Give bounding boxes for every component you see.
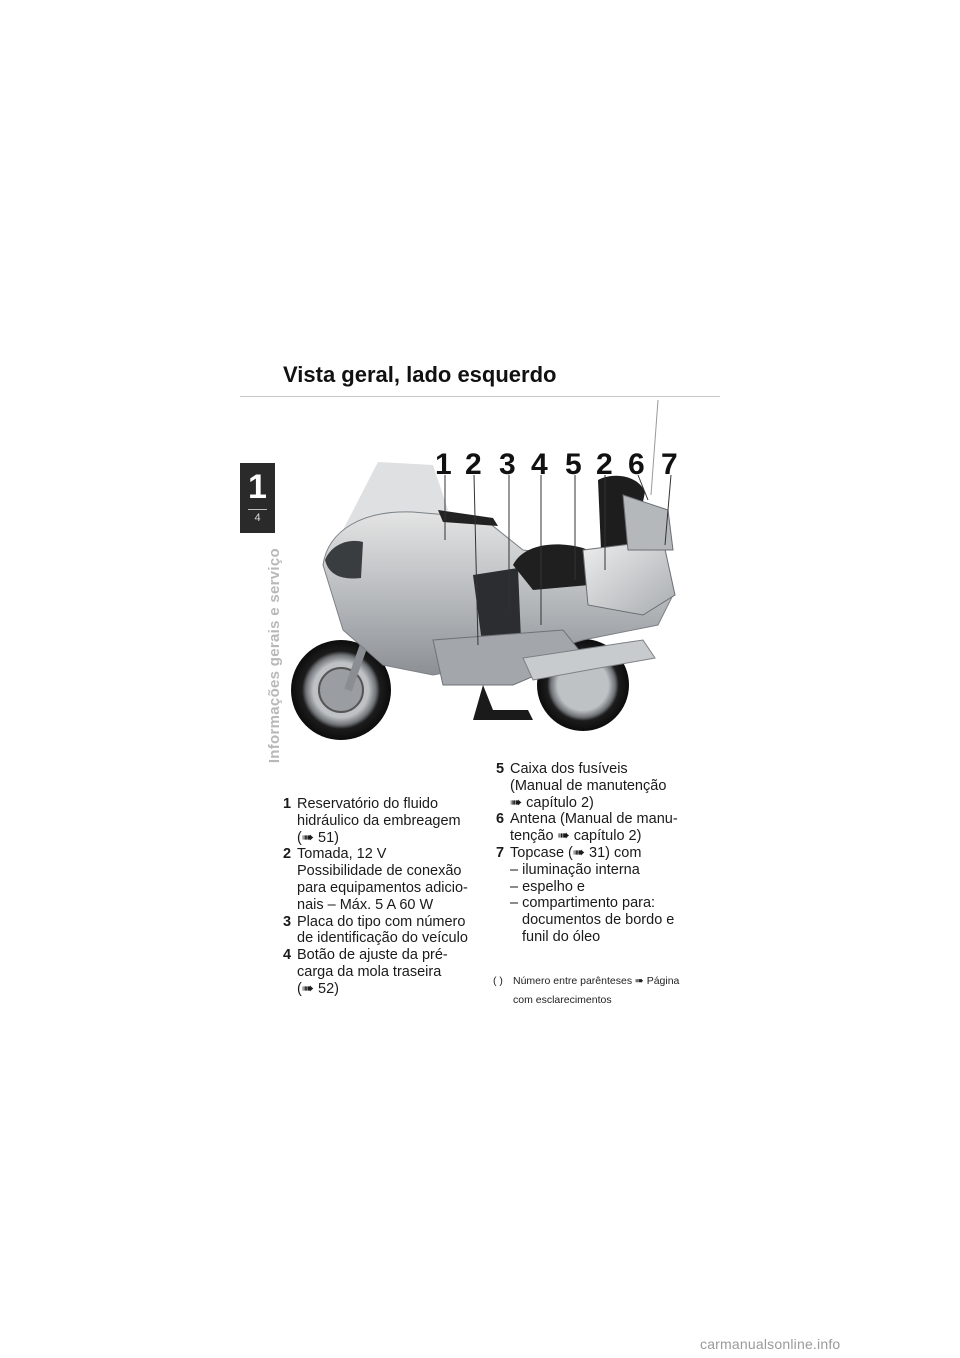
center-stand — [473, 685, 533, 720]
item-line: Tomada, 12 V — [297, 846, 387, 863]
item-line: de identificação do veículo — [297, 930, 468, 947]
legend-list-left — [283, 796, 488, 998]
antenna — [651, 400, 658, 495]
item-line: (Manual de manutenção — [510, 777, 667, 794]
item-body — [297, 846, 488, 913]
item-line: Botão de ajuste da pré- — [297, 947, 448, 964]
item-number: 6 — [496, 811, 505, 828]
item-line: (➠ 51) — [297, 829, 339, 846]
legend-item — [283, 846, 488, 913]
callout-5: 5 — [565, 448, 582, 481]
item-line: nais – Máx. 5 A 60 W — [297, 896, 434, 913]
item-line: funil do óleo — [522, 928, 601, 945]
legend-item — [496, 811, 716, 845]
item-line: Topcase (➠ 31) com — [510, 844, 642, 861]
item-line: para equipamentos adicio- — [297, 879, 468, 896]
footnote-symbol: ( ) — [493, 975, 503, 987]
footnote — [493, 972, 723, 1010]
item-line: Possibilidade de conexão — [297, 863, 462, 880]
item-number: 1 — [283, 796, 292, 812]
item-number: 2 — [283, 846, 292, 863]
callout-6: 6 — [628, 448, 645, 481]
callout-2: 2 — [465, 448, 482, 481]
callout-numbers — [435, 448, 678, 481]
item-number: 7 — [496, 844, 505, 861]
pannier — [583, 540, 675, 615]
chapter-divider — [248, 509, 267, 510]
callout-2b: 2 — [596, 448, 613, 481]
item-number: 4 — [283, 947, 292, 964]
footnote-row — [493, 972, 723, 1010]
item-body — [510, 761, 716, 811]
item-line: – espelho e — [510, 878, 585, 895]
item-body — [297, 796, 488, 846]
page-number: 4 — [254, 512, 261, 524]
item-line: hidráulico da embreagem — [297, 812, 461, 829]
callout-7: 7 — [661, 448, 678, 481]
item-line: Reservatório do fluido — [297, 796, 439, 812]
item-line: documentos de bordo e — [522, 912, 675, 929]
chapter-tab — [240, 463, 275, 533]
item-body — [297, 914, 488, 948]
item-number: 5 — [496, 761, 505, 777]
footnote-line-2: com esclarecimentos — [513, 994, 612, 1006]
legend-item — [283, 796, 488, 846]
item-line: – iluminação interna — [510, 861, 640, 878]
item-line: (➠ 52) — [297, 980, 339, 997]
item-line: ➠ capítulo 2) — [510, 794, 594, 811]
callout-1: 1 — [435, 448, 452, 481]
item-line: carga da mola traseira — [297, 963, 442, 980]
callout-4: 4 — [531, 448, 548, 481]
title-divider — [240, 396, 720, 397]
motorcycle-illustration — [283, 400, 720, 760]
motorcycle-figure — [283, 400, 720, 760]
item-body — [510, 845, 716, 946]
chapter-number: 1 — [248, 468, 267, 506]
item-line: – compartimento para: — [510, 895, 656, 912]
item-line: tenção ➠ capítulo 2) — [510, 828, 642, 845]
callout-3: 3 — [499, 448, 516, 481]
item-line: Caixa dos fusíveis — [510, 761, 628, 777]
legend-item — [283, 914, 488, 948]
item-number: 3 — [283, 913, 292, 930]
footnote-line-1: Número entre parênteses ➠ Página — [513, 975, 680, 987]
legend-list-right — [496, 761, 716, 946]
watermark: carmanualsonline.info — [700, 1336, 841, 1352]
chapter-side-title: Informações gerais e serviço — [266, 548, 283, 764]
item-body — [510, 811, 716, 845]
item-body — [297, 947, 488, 997]
legend-item — [496, 761, 716, 811]
footnote-body — [513, 972, 679, 1010]
legend-item — [496, 845, 716, 946]
item-line: Antena (Manual de manu- — [510, 811, 678, 828]
item-line: Placa do tipo com número — [297, 913, 466, 930]
legend-item — [283, 947, 488, 997]
page-title: Vista geral, lado esquerdo — [283, 362, 557, 387]
